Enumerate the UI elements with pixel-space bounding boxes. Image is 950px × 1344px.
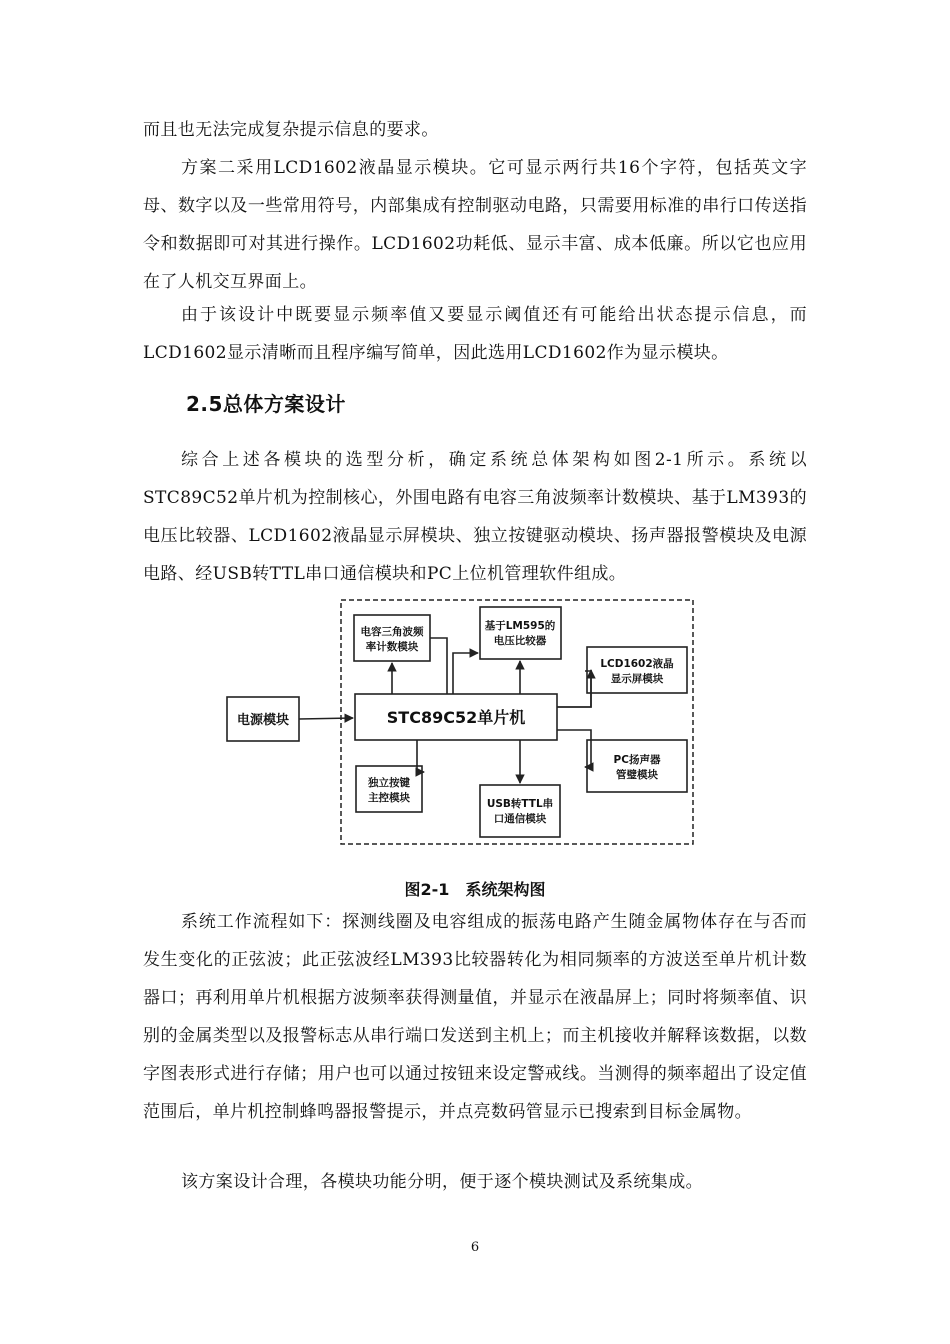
lcd-label-line1: LCD1602液晶 [600, 658, 674, 670]
page-number: 6 [470, 1240, 480, 1255]
section-heading: 2.5总体方案设计 [186, 392, 346, 416]
comparator-label-line2: 电压比较器 [493, 635, 547, 647]
paragraph-display-choice: 由于该设计中既要显示频率值又要显示阈值还有可能给出状态提示信息，而LCD1602显示清晰而且程序编写简单，因此选用LCD1602作为显示模块。 [143, 305, 807, 363]
comparator-label-line1: 基于LM595的 [484, 620, 556, 632]
key-module-box [356, 766, 422, 812]
freq-label-line2: 率计数模块 [365, 641, 419, 653]
paragraph-continuation: 而且也无法完成复杂提示信息的要求。 [143, 120, 439, 140]
paragraph-workflow: 系统工作流程如下：探测线圈及电容组成的振荡电路产生随金属物体存在与否而发生变化的正弦波；此正弦波经LM393比较器转化为相同频率的方波送至单片机计数器口；再利用单片机根据方波频率获得测量值，并显示在液晶屏上；同时将频率值、识别的金属类型以及报警标志从串行端口发送到主机上；而主机接收并解释该数据，以数字图表形式进行存储；用户也可以通过按钮来设定警戒线。当测得的频率超出了设定值范围后，单片机控制蜂鸣器报警提示，并点亮数码管显示已搜索到目标金属物。 [143, 912, 807, 1122]
paragraph-summary: 该方案设计合理，各模块功能分明，便于逐个模块测试及系统集成。 [181, 1172, 703, 1192]
mcu-label: STC89C52单片机 [386, 708, 526, 727]
freq-counter-box [354, 615, 430, 661]
paragraph-scheme-two: 方案二采用LCD1602液晶显示模块。它可显示两行共16个字符，包括英文字母、数字以及一些常用符号，内部集成有控制驱动电路，只需要用标准的串行口传送指令和数据即可对其进行操作。LCD1602功耗低、显示丰富、成本低廉。所以它也应用在了人机交互界面上。 [143, 158, 807, 292]
figure-caption: 图2-1 系统架构图 [404, 880, 546, 899]
speaker-label-line2: 管璧模块 [616, 769, 658, 781]
key-label-line2: 主控模块 [368, 792, 410, 804]
usb-label-line2: 口通信模块 [493, 813, 547, 825]
lcd-module-box [587, 647, 687, 693]
freq-label-line1: 电容三角波频 [360, 626, 424, 638]
speaker-label-line1: PC扬声器 [613, 754, 661, 766]
usb-label-line1: USB转TTL串 [486, 798, 554, 810]
system-architecture-diagram [221, 591, 709, 853]
comparator-box [480, 607, 561, 659]
usb-module-box [480, 785, 560, 837]
lcd-label-line2: 显示屏模块 [610, 673, 664, 685]
speaker-module-box [587, 740, 687, 792]
power-module-label: 电源模块 [236, 713, 290, 728]
key-label-line1: 独立按键 [368, 777, 410, 789]
paragraph-architecture: 综合上述各模块的选型分析，确定系统总体架构如图2-1所示。系统以STC89C52单片机为控制核心，外围电路有电容三角波频率计数模块、基于LM393的电压比较器、LCD1602液晶显示屏模块、独立按键驱动模块、扬声器报警模块及电源电路、经USB转TTL串口通信模块和PC上位机管理软件组成。 [143, 450, 807, 584]
